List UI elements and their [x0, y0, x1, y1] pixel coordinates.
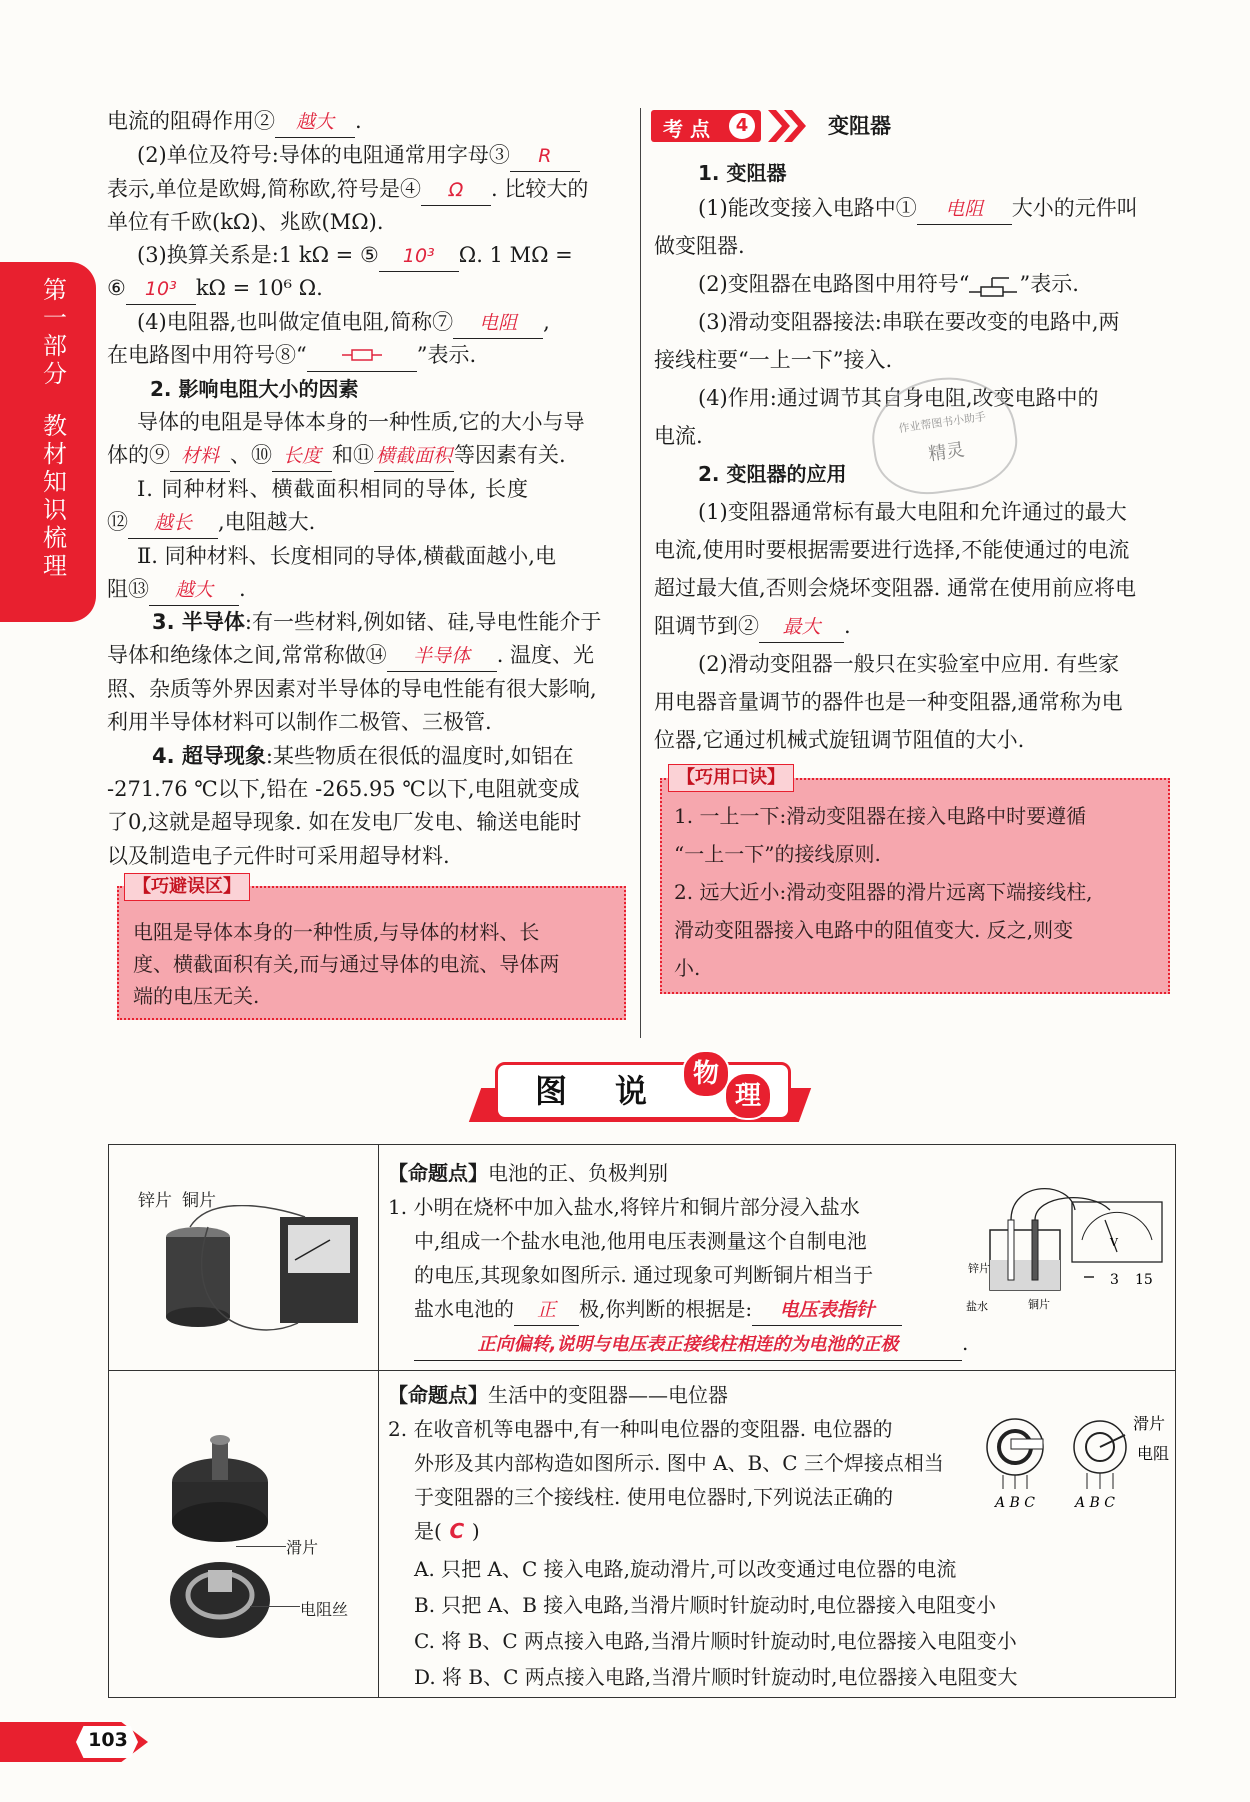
- svg-text:铜片: 铜片: [1028, 1298, 1050, 1311]
- svg-text:锌片: 锌片: [968, 1262, 990, 1275]
- text-line: -271.76 ℃以下,铅在 -265.95 ℃以下,电阻就变成: [107, 777, 580, 801]
- answer-blank-11: 横截面积: [374, 441, 454, 472]
- text-line: 电流,使用时要根据需要进行选择,不能使通过的电流: [654, 538, 1130, 562]
- text-line: 以及制造电子元件时可采用超导材料.: [107, 844, 450, 868]
- answer-blank-r2: 最大: [759, 612, 844, 643]
- answer-blank-q1-reason-cont: 正向偏转,说明与电压表正接线柱相连的为电池的正极: [414, 1330, 962, 1361]
- banner-char-1: 图: [535, 1072, 568, 1110]
- rheostat-symbol: [969, 276, 1019, 296]
- text-line: Ⅱ. 同种材料、长度相同的导体,横截面越小,电: [137, 544, 556, 568]
- text-line: (3)滑动变阻器接法:串联在要改变的电路中,两: [698, 310, 1120, 334]
- battery-voltmeter-photo: [120, 1205, 370, 1345]
- text-line: Ⅰ. 同种材料、横截面积相同的导体, 长度: [137, 477, 529, 501]
- battery-circuit-figure: [960, 1180, 1170, 1320]
- topic-badge-number: 4: [729, 113, 755, 139]
- answer-blank-5: 10³: [379, 241, 459, 272]
- double-chevron-icon: [768, 110, 808, 142]
- svg-text:A B C: A B C: [1075, 1495, 1116, 1511]
- stamp-watermark: 作业帮图书小助手 精灵: [865, 369, 1023, 502]
- heading-semiconductor: 3. 半导体: [152, 610, 245, 634]
- resistor-symbol: [307, 341, 417, 372]
- svg-text:A B C: A B C: [995, 1495, 1036, 1511]
- chapter-side-tab: [0, 262, 96, 622]
- tip-box-mnemonic: 1. 一上一下:滑动变阻器在接入电路中时要遵循 “一上一下”的接线原则. 2. 远大近小:滑动变阻器的滑片远离下端接线柱, 滑动变阻器接入电路中的阻值变大. 反之,则变 小.: [660, 778, 1170, 994]
- answer-blank-9: 材料: [170, 441, 230, 472]
- option-b: B. 只把 A、B 接入电路,当滑片顺时针旋动时,电位器接入电阻变小: [414, 1593, 996, 1617]
- answer-blank-14: 半导体: [387, 641, 497, 672]
- svg-text:3: 3: [1110, 1272, 1119, 1288]
- answer-blank-4: Ω: [421, 175, 491, 206]
- answer-blank-q1-reason: 电压表指针: [752, 1295, 902, 1326]
- text-line: 导体的电阻是导体本身的一种性质,它的大小与导: [137, 410, 585, 434]
- side-tab-title: 教材知识梳理: [43, 412, 67, 580]
- answer-blank-6: 10³: [126, 274, 196, 305]
- text-line: 了0,这就是超导现象. 如在发电厂发电、输送电能时: [107, 810, 582, 834]
- tip-tag-misconceptions: 【巧避误区】: [124, 873, 250, 901]
- banner-char-4: 理: [724, 1072, 772, 1120]
- tip-tag-mnemonic: 【巧用口诀】: [668, 764, 794, 792]
- svg-text:电阻: 电阻: [1137, 1444, 1170, 1463]
- answer-q2-choice: C: [449, 1519, 465, 1543]
- column-divider: [640, 108, 641, 1038]
- heading-superconductor: 4. 超导现象: [152, 744, 266, 768]
- side-tab-part: 第一部分: [43, 276, 67, 388]
- text-line: 接线柱要“一上一下”接入.: [654, 348, 893, 372]
- answer-blank-10: 长度: [272, 441, 332, 472]
- answer-blank-r1: 电阻: [917, 194, 1012, 225]
- text-line: 位器,它通过机械式旋钮调节阻值的大小.: [654, 728, 1025, 752]
- answer-blank-13: 越大: [149, 575, 239, 606]
- text-line: 超过最大值,否则会烧坏变阻器. 通常在使用前应将电: [654, 576, 1137, 600]
- option-d: D. 将 B、C 两点接入电路,当滑片顺时针旋动时,电位器接入电阻变大: [414, 1665, 1018, 1689]
- tip-box-misconceptions: 电阻是导体本身的一种性质,与导体的材料、长 度、横截面积有关,而与通过导体的电流、导体两 端的电压无关.: [117, 886, 626, 1020]
- banner-char-3: 物: [682, 1050, 730, 1098]
- text-line: (4)作用:通过调节其自身电阻,改变电路中的: [698, 386, 1099, 410]
- svg-text:15: 15: [1135, 1272, 1153, 1288]
- page-number: 103: [88, 1729, 128, 1751]
- banner-char-2: 说: [615, 1072, 648, 1110]
- text-line: (1)变阻器通常标有最大电阻和允许通过的最大: [698, 500, 1127, 524]
- svg-text:V: V: [1110, 1236, 1118, 1249]
- text-line: 用电器音量调节的器件也是一种变阻器,通常称为电: [654, 690, 1123, 714]
- heading-rheostat-use: 2. 变阻器的应用: [698, 462, 847, 486]
- topic-title: 变阻器: [828, 114, 891, 138]
- answer-blank-q1-pole: 正: [514, 1295, 579, 1326]
- text-line: 利用半导体材料可以制作二极管、三极管.: [107, 710, 492, 734]
- topic-badge: 考 点 4: [651, 110, 761, 142]
- svg-text:滑片: 滑片: [1133, 1414, 1166, 1433]
- svg-text:盐水: 盐水: [966, 1300, 988, 1313]
- text-line: 照、杂质等外界因素对半导体的导电性能有很大影响,: [107, 677, 597, 701]
- text-line: 单位有千欧(kΩ)、兆欧(MΩ).: [107, 210, 384, 234]
- text-line: 做变阻器.: [654, 234, 745, 258]
- heading-rheostat: 1. 变阻器: [698, 161, 787, 185]
- answer-blank-12: 越长: [128, 508, 218, 539]
- potentiometer-diagram: [975, 1405, 1175, 1515]
- answer-blank-2: 越大: [275, 107, 355, 138]
- option-a: A. 只把 A、C 接入电路,旋动滑片,可以改变通过电位器的电流: [414, 1557, 957, 1581]
- text-line: 电流.: [654, 424, 703, 448]
- option-c: C. 将 B、C 两点接入电路,当滑片顺时针旋动时,电位器接入电阻变小: [414, 1629, 1017, 1653]
- answer-blank-3: R: [510, 141, 580, 172]
- text-line: (2)滑动变阻器一般只在实验室中应用. 有些家: [698, 652, 1120, 676]
- heading-factors: 2. 影响电阻大小的因素: [150, 377, 359, 401]
- answer-blank-7: 电阻: [453, 308, 543, 339]
